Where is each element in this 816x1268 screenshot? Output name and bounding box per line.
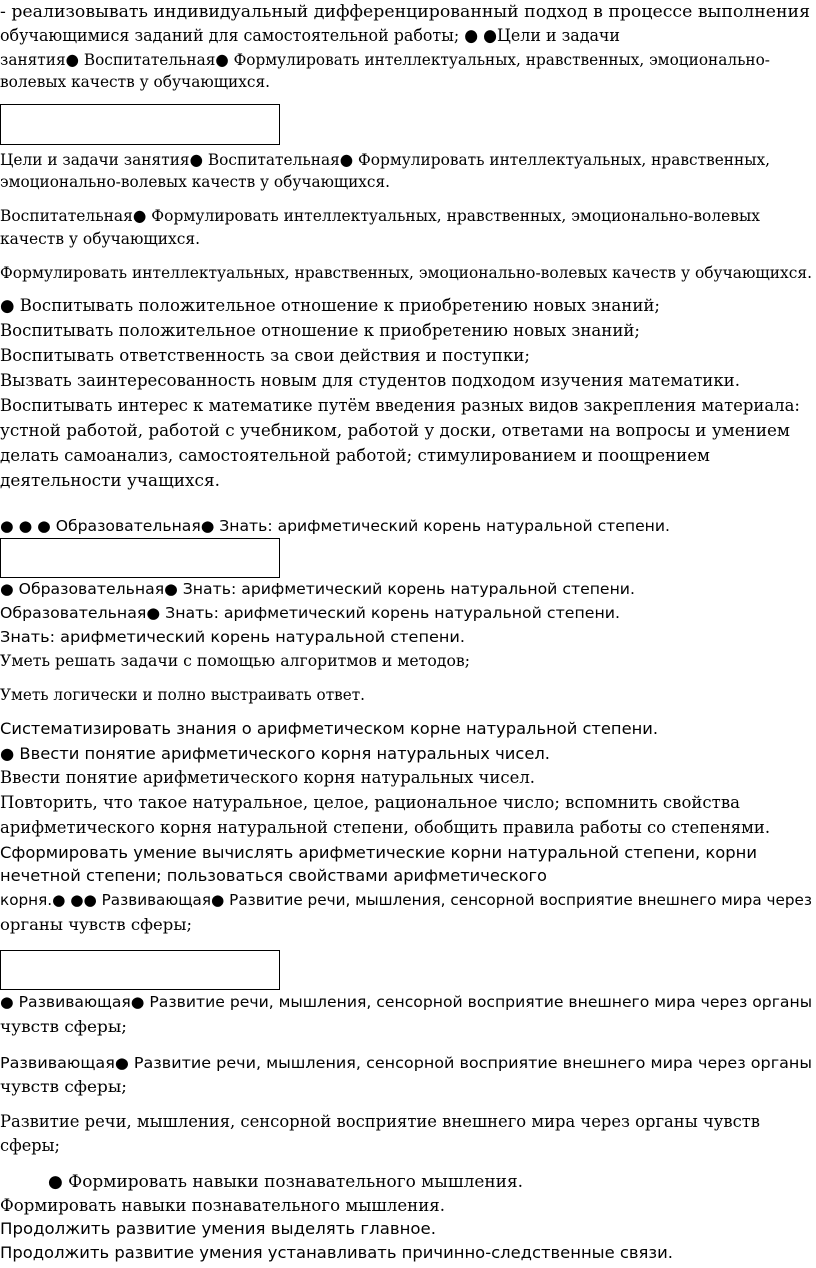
text-line-4: волевых качеств у обучающихся. xyxy=(0,72,271,91)
text-line-21: Знать: арифметический корень натуральной степени. xyxy=(0,628,465,646)
text-line-13: Вызвать заинтересованность новым для студентов подходом изучения математики. xyxy=(0,371,740,391)
text-line-8: качеств у обучающихся. xyxy=(0,229,200,248)
text-line-10: ● Воспитывать положительное отношение к приобретению новых знаний; xyxy=(0,296,661,316)
text-line-33: ● Развивающая● Развитие речи, мышления, сенсорной восприятие внешнего мира через органы xyxy=(0,993,813,1011)
text-line-26: Ввести понятие арифметического корня натуральных чисел. xyxy=(0,768,536,788)
text-line-15: устной работой, работой с учебником, работой у доски, ответами на вопросы и умением xyxy=(0,421,790,441)
text-line-25: ● Ввести понятие арифметического корня натуральных чисел. xyxy=(0,744,550,763)
text-line-6: эмоционально-волевых качеств у обучающихся. xyxy=(0,172,391,191)
text-line-23: Уметь логически и полно выстраивать ответ. xyxy=(0,685,366,704)
text-line-17: деятельности учащихся. xyxy=(0,471,220,491)
text-line-16: делать самоанализ, самостоятельной работой; стимулированием и поощрением xyxy=(0,446,710,466)
text-line-32: органы чувств сферы; xyxy=(0,915,192,934)
text-line-42: Продолжить развитие умения устанавливать причинно-следственные связи. xyxy=(0,1243,673,1262)
text-line-38: сферы; xyxy=(0,1136,60,1156)
empty-frame-3 xyxy=(0,950,280,990)
text-line-28: арифметического корня натуральной степени, обобщить правила работы со степенями. xyxy=(0,818,771,838)
text-line-22: Уметь решать задачи с помощью алгоритмов и методов; xyxy=(0,651,471,670)
empty-frame-1 xyxy=(0,104,280,145)
text-line-1: - реализовывать индивидуальный дифференцированный подход в процессе выполнения xyxy=(0,2,811,22)
text-line-19: ● Образовательная● Знать: арифметический корень натуральной степени. xyxy=(0,580,635,598)
text-line-39: ● Формировать навыки познавательного мышления. xyxy=(48,1172,524,1192)
text-line-29: Сформировать умение вычислять арифметические корни натуральной степени, корни xyxy=(0,843,758,862)
text-line-27: Повторить, что такое натуральное, целое, рациональное число; вспомнить свойства xyxy=(0,793,740,813)
text-line-34: чувств сферы; xyxy=(0,1017,128,1036)
text-line-12: Воспитывать ответственность за свои действия и поступки; xyxy=(0,346,531,366)
text-line-9: Формулировать интеллектуальных, нравственных, эмоционально-волевых качеств у обучающихся. xyxy=(0,263,813,282)
text-line-31: корня.● ●● Развивающая● Развитие речи, мышления, сенсорной восприятие внешнего мира через xyxy=(0,891,812,909)
text-line-37: Развитие речи, мышления, сенсорной восприятие внешнего мира через органы чувств xyxy=(0,1112,761,1132)
text-line-18: ● ● ● Образовательная● Знать: арифметический корень натуральной степени. xyxy=(0,517,670,535)
text-line-36: чувств сферы; xyxy=(0,1077,128,1096)
text-line-11: Воспитывать положительное отношение к приобретению новых знаний; xyxy=(0,321,641,341)
text-line-20: Образовательная● Знать: арифметический корень натуральной степени. xyxy=(0,604,620,622)
text-line-35: Развивающая● Развитие речи, мышления, сенсорной восприятие внешнего мира через органы xyxy=(0,1054,812,1072)
text-line-30: нечетной степени; пользоваться свойствами арифметического xyxy=(0,866,547,885)
empty-frame-2 xyxy=(0,538,280,578)
text-line-40: Формировать навыки познавательного мышления. xyxy=(0,1196,445,1216)
text-line-24: Систематизировать знания о арифметическом корне натуральной степени. xyxy=(0,719,659,738)
text-line-14: Воспитывать интерес к математике путём введения разных видов закрепления материала: xyxy=(0,396,800,416)
text-line-3: занятия● Воспитательная● Формулировать интеллектуальных, нравственных, эмоционально- xyxy=(0,50,770,69)
text-line-7: Воспитательная● Формулировать интеллектуальных, нравственных, эмоционально-волевых xyxy=(0,206,761,225)
text-line-2: обучающимися заданий для самостоятельной работы; ● ●Цели и задачи xyxy=(0,26,621,46)
text-line-41: Продолжить развитие умения выделять главное. xyxy=(0,1219,437,1238)
text-line-5: Цели и задачи занятия● Воспитательная● Формулировать интеллектуальных, нравственных, xyxy=(0,150,770,169)
